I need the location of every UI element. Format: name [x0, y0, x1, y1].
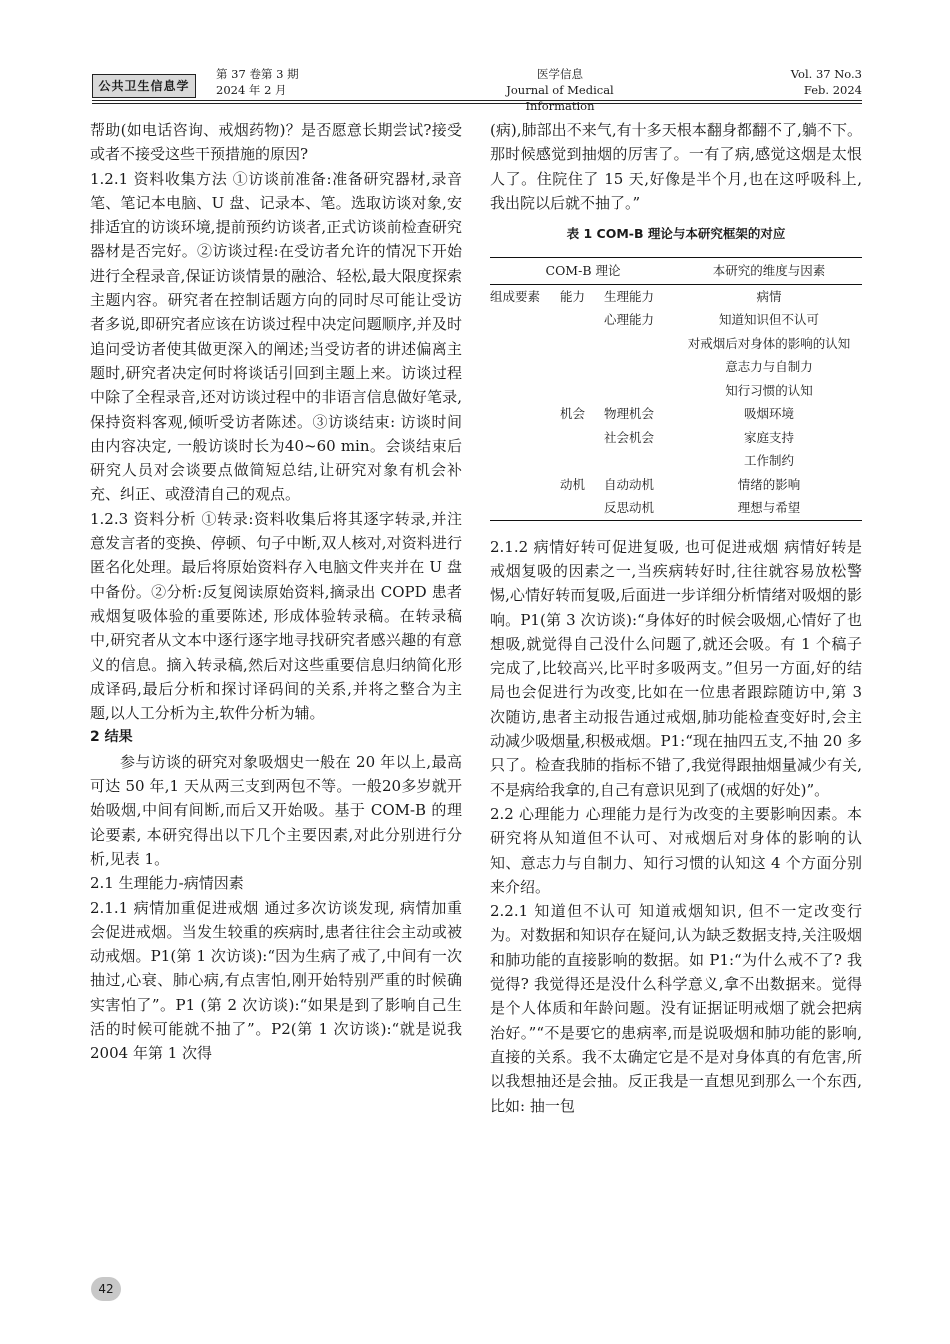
issue-info-en	[791, 66, 862, 98]
table-cell	[490, 496, 560, 520]
table-cell: 知道知识但不认可	[718, 312, 819, 328]
table-cell	[490, 449, 560, 473]
table-row	[490, 332, 862, 356]
table-cell	[490, 379, 560, 403]
table-row	[490, 496, 862, 520]
paragraph: 2.2 心理能力 心理能力是行为改变的主要影响因素。本研究将从知道但不认可、对戒烟后对身体的影响的认知、意志力与自制力、知行习惯的认知这 4 个方面分别来介绍。	[490, 804, 862, 896]
table-caption: 表 1 COM-B 理论与本研究框架的对应	[566, 226, 786, 242]
table-row	[490, 402, 862, 426]
table-cell: 物理机会	[604, 406, 655, 422]
table-cell: 自动动机	[604, 476, 655, 492]
issue-info-cn	[216, 66, 299, 98]
table-cell: 意志力与自制力	[725, 359, 813, 375]
table-cell	[604, 355, 676, 379]
journal-name-en: Journal of Medical Information	[506, 83, 614, 113]
table-cell: 反思动机	[604, 496, 676, 520]
table-cell	[560, 496, 604, 520]
table-cell	[560, 332, 604, 356]
table-cell	[560, 426, 604, 450]
paragraph: 参与访谈的研究对象吸烟史一般在 20 年以上,最高可达 50 年,1 天从两三支到两包不等。一般20多岁就开始吸烟,中间有间断,而后又开始吸。基于 COM-B 的理论要素, 本研究得出以下几个主要因素,对此分别进行分析,见表 1。	[90, 752, 462, 868]
section-heading: 2 结果	[90, 729, 133, 746]
table-cell	[490, 473, 560, 497]
table-cell: 知行习惯的认知	[725, 382, 813, 398]
table-row	[490, 449, 862, 473]
table-row	[490, 308, 862, 332]
volume-cn: 第 37 卷第 3 期	[216, 67, 299, 81]
com-b-table	[490, 257, 862, 521]
paragraph: 2.1.1 病情加重促进戒烟 通过多次访谈发现, 病情加重会促进戒烟。当发生较重的疾病时,患者往往会主动或被动戒烟。P1(第 1 次访谈):“因为生病了戒了,中间有一次抽过,心衰、肺心病,有点害怕,刚开始特别严重的时候确实害怕了”。P1 (第 2 次访谈):“如果是到了影响自己生活的时候可能就不抽了”。P2(第 1 次访谈):“就是说我 2004 年第 1 次得	[90, 898, 462, 1063]
table-cell: 社会机会	[604, 429, 655, 445]
date-en: Feb. 2024	[803, 83, 862, 97]
left-column	[90, 118, 462, 1066]
table-cell: 动机	[560, 476, 586, 492]
table-row	[490, 379, 862, 403]
table-cell: 对戒烟后对身体的影响的认知	[687, 335, 851, 351]
running-header	[92, 62, 862, 113]
table-cell: 机会	[560, 406, 586, 422]
section-tag: 公共卫生信息学	[92, 74, 196, 98]
table-row	[490, 355, 862, 379]
header-rule-thin	[92, 103, 862, 104]
journal-title	[470, 66, 650, 114]
table-cell: 工作制约	[743, 453, 794, 469]
table-cell: 组成要素	[490, 288, 541, 304]
header-rule	[92, 100, 862, 101]
table-cell	[490, 426, 560, 450]
table-cell	[490, 308, 560, 332]
page-number: 42	[91, 1277, 121, 1301]
table-row	[490, 284, 862, 308]
right-column	[490, 118, 862, 1118]
table-cell	[560, 379, 604, 403]
table-cell: 吸烟环境	[743, 406, 794, 422]
table-row	[490, 426, 862, 450]
paragraph: (病),肺部出不来气,有十多天根本翻身都翻不了,躺不下。那时候感觉到抽烟的厉害了。一有了病,感觉这烟是太恨人了。住院住了 15 天,好像是半个月,也在这呼吸科上,我出院以后就不抽了。”	[490, 121, 862, 212]
table-cell	[490, 332, 560, 356]
paragraph: 1.2.3 资料分析 ①转录:资料收集后将其逐字转录,并注意发言者的变换、停顿、句子中断,双人核对,对资料进行匿名化处理。最后将原始资料存入电脑文件夹并在 U 盘中备份。②分析:反复阅读原始资料,摘录出 COPD 患者戒烟复吸体验的重要陈述, 形成体验转录稿。在转录稿中,研究者从文本中逐行逐字地寻找研究者感兴趣的有意义的信息。摘入转录稿,然后对这些重要信息归纳简化形成译码,最后分析和探讨译码间的关系,并将之整合为主题,以人工分析为主,软件分析为辅。	[90, 509, 462, 723]
table-cell	[604, 332, 676, 356]
table-cell: 家庭支持	[743, 429, 794, 445]
table-header-framework: 本研究的维度与因素	[676, 258, 862, 285]
paragraph: 2.1.2 病情好转可促进复吸, 也可促进戒烟 病情好转是戒烟复吸的因素之一,当疾病转好时,往往就容易放松警惕,心情好转而复吸,后面进一步详细分析情绪对吸烟的影响。P1(第 3 次访谈):“身体好的时候会吸烟,心情好了也想吸,就觉得自己没什么问题了,就还会吸。有 1 个稿子完成了,比较高兴,比平时多吸两支。”但另一方面,好的结局也会促进行为改变,比如在一位患者跟踪随访中,第 3 次随访,患者主动报告通过戒烟,肺功能检查变好时,会主动减少吸烟量,积极戒烟。P1:“现在抽四五支,不抽 20 多只了。检查我肺的指标不错了,我觉得跟抽烟量减少有关,不是病给我拿的,自己有意识见到了(戒烟的好处)”。	[490, 537, 862, 799]
table-cell	[560, 449, 604, 473]
table-cell	[604, 449, 676, 473]
table-cell: 生理能力	[604, 288, 655, 304]
table-cell: 理想与希望	[676, 496, 862, 520]
subsection-heading: 2.1 生理能力-病情因素	[90, 874, 244, 893]
table-cell	[560, 355, 604, 379]
paragraph: 2.2.1 知道但不认可 知道戒烟知识, 但不一定改变行为。对数据和知识存在疑问,认为缺乏数据支持,关注吸烟和肺功能的直接影响的数据。如 P1:“为什么戒不了? 我觉得? 我觉得还是没什么科学意义,拿不出数据来。觉得是个人体质和年龄问题。没有证据证明戒烟了就会把病治好。”“不是要它的患病率,而是说吸烟和肺功能的影响,直接的关系。我不太确定它是不是对身体真的有危害,所以我想抽还是会抽。反正我是一直想见到那么一个东西, 比如: 抽一包	[490, 902, 862, 1115]
paragraph: 帮助(如电话咨询、戒烟药物)？是否愿意长期尝试?接受或者不接受这些干预措施的原因?	[90, 121, 462, 164]
table-cell	[490, 402, 560, 426]
table-header-theory: COM-B 理论	[490, 258, 676, 285]
table-cell: 病情	[756, 288, 782, 304]
table-cell: 心理能力	[604, 312, 655, 328]
table-cell: 情绪的影响	[737, 476, 801, 492]
journal-name-cn: 医学信息	[537, 67, 583, 81]
table-row	[490, 473, 862, 497]
date-cn: 2024 年 2 月	[216, 83, 287, 97]
table-cell: 能力	[560, 288, 586, 304]
table-cell	[560, 308, 604, 332]
table-cell	[604, 379, 676, 403]
volume-en: Vol. 37 No.3	[790, 67, 862, 81]
table-cell	[490, 355, 560, 379]
paragraph: 1.2.1 资料收集方法 ①访谈前准备:准备研究器材,录音笔、笔记本电脑、U 盘、记录本、笔。选取访谈对象,安排适宜的访谈环境,提前预约访谈者,正式访谈前检查研究器材是否完好。②访谈过程:在受访者允许的情况下开始进行全程录音,保证访谈情景的融洽、轻松,最大限度探索主题内容。研究者在控制话题方向的同时尽可能让受访者多说,即研究者应该在访谈过程中决定问题顺序,并及时追问受访者使其做更深入的阐述;当受访者的讲述偏离主题时,研究者决定何时将谈话引回到主题上来。访谈过程中除了全程录音,还对访谈过程中的非语言信息做好笔录,保持资料客观,倾听受访者陈述。③访谈结束: 访谈时间由内容决定, 一般访谈时长为40~60 min。会谈结束后研究人员对会谈要点做简短总结,让研究对象有机会补充、纠正、或澄清自己的观点。	[90, 169, 462, 504]
